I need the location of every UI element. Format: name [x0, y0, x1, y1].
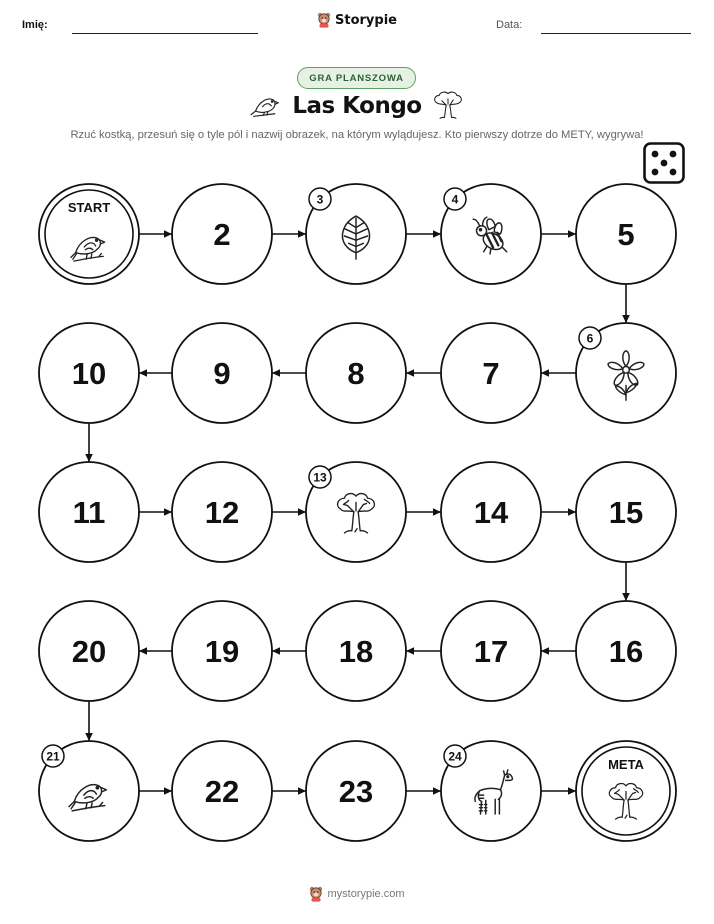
space-number: 19 [204, 634, 240, 669]
space-number: 10 [71, 356, 107, 391]
path-arrow [541, 508, 576, 516]
board-space [441, 462, 541, 562]
space-label: START [67, 200, 111, 215]
board-space [172, 323, 272, 423]
board-space [172, 601, 272, 701]
space-number: 12 [204, 495, 240, 530]
path-arrow [272, 508, 306, 516]
space-number: 18 [338, 634, 374, 669]
board-space [39, 741, 139, 841]
path-arrow [406, 647, 441, 655]
name-label: Imię: [22, 19, 48, 31]
space-number: 7 [482, 356, 500, 391]
board-space [306, 601, 406, 701]
board-space [306, 323, 406, 423]
instructions-text: Rzuć kostką, przesuń się o tyle pól i nazwij obrazek, na którym wylądujesz. Kto pierwszy dotrze do METY, wygrywa! [70, 129, 644, 141]
space-number: 3 [316, 192, 324, 207]
finish-space [576, 741, 676, 841]
date-label: Data: [496, 19, 523, 31]
space-number: 17 [473, 634, 509, 669]
path-arrow [622, 562, 630, 601]
path-arrow [139, 787, 172, 795]
path-arrow [406, 230, 441, 238]
board-space [441, 741, 541, 841]
board-space [172, 462, 272, 562]
bear-mascot-icon [309, 886, 323, 902]
board-space [441, 184, 541, 284]
space-number: 5 [617, 217, 635, 252]
space-number: 16 [608, 634, 644, 669]
path-arrow [622, 284, 630, 323]
brand-name: Storypie [335, 12, 397, 28]
path-arrow [541, 369, 576, 377]
path-arrow [272, 369, 306, 377]
path-arrow [139, 508, 172, 516]
board-space [576, 601, 676, 701]
space-number: 2 [213, 217, 231, 252]
path-arrow [139, 230, 172, 238]
path-arrow [541, 787, 576, 795]
game-type-badge: GRA PLANSZOWA [297, 67, 416, 89]
board-space [576, 462, 676, 562]
space-number: 6 [586, 331, 594, 346]
space-number: 22 [204, 774, 240, 809]
path-arrow [541, 230, 576, 238]
path-arrow [406, 508, 441, 516]
path-arrow [406, 369, 441, 377]
page-title: Las Kongo [292, 93, 422, 119]
path-arrow [406, 787, 441, 795]
board-space [172, 741, 272, 841]
path-arrow [541, 647, 576, 655]
path-arrow [139, 369, 172, 377]
board-space [172, 184, 272, 284]
path-arrow [272, 230, 306, 238]
board-space [306, 462, 406, 562]
path-arrow [272, 787, 306, 795]
space-number: 4 [451, 192, 459, 207]
space-number: 20 [71, 634, 107, 669]
footer-url: mystorypie.com [327, 888, 405, 900]
space-number: 24 [448, 749, 462, 764]
board-space [39, 462, 139, 562]
space-number: 8 [347, 356, 365, 391]
space-number: 21 [46, 749, 60, 764]
path-arrow [85, 701, 93, 741]
board-space [441, 601, 541, 701]
space-number: 14 [473, 495, 509, 530]
footer [0, 886, 714, 907]
board-space [576, 323, 676, 423]
board-space [39, 601, 139, 701]
board-space [576, 184, 676, 284]
path-arrow [139, 647, 172, 655]
space-number: 15 [608, 495, 644, 530]
board-space [306, 741, 406, 841]
space-label: META [608, 757, 644, 772]
board-space [39, 323, 139, 423]
path-arrow [85, 423, 93, 462]
space-number: 23 [338, 774, 374, 809]
start-space [39, 184, 139, 284]
board-space [306, 184, 406, 284]
space-number: 13 [313, 470, 327, 485]
space-number: 11 [72, 495, 106, 530]
board-space [441, 323, 541, 423]
path-arrow [272, 647, 306, 655]
space-number: 9 [213, 356, 231, 391]
